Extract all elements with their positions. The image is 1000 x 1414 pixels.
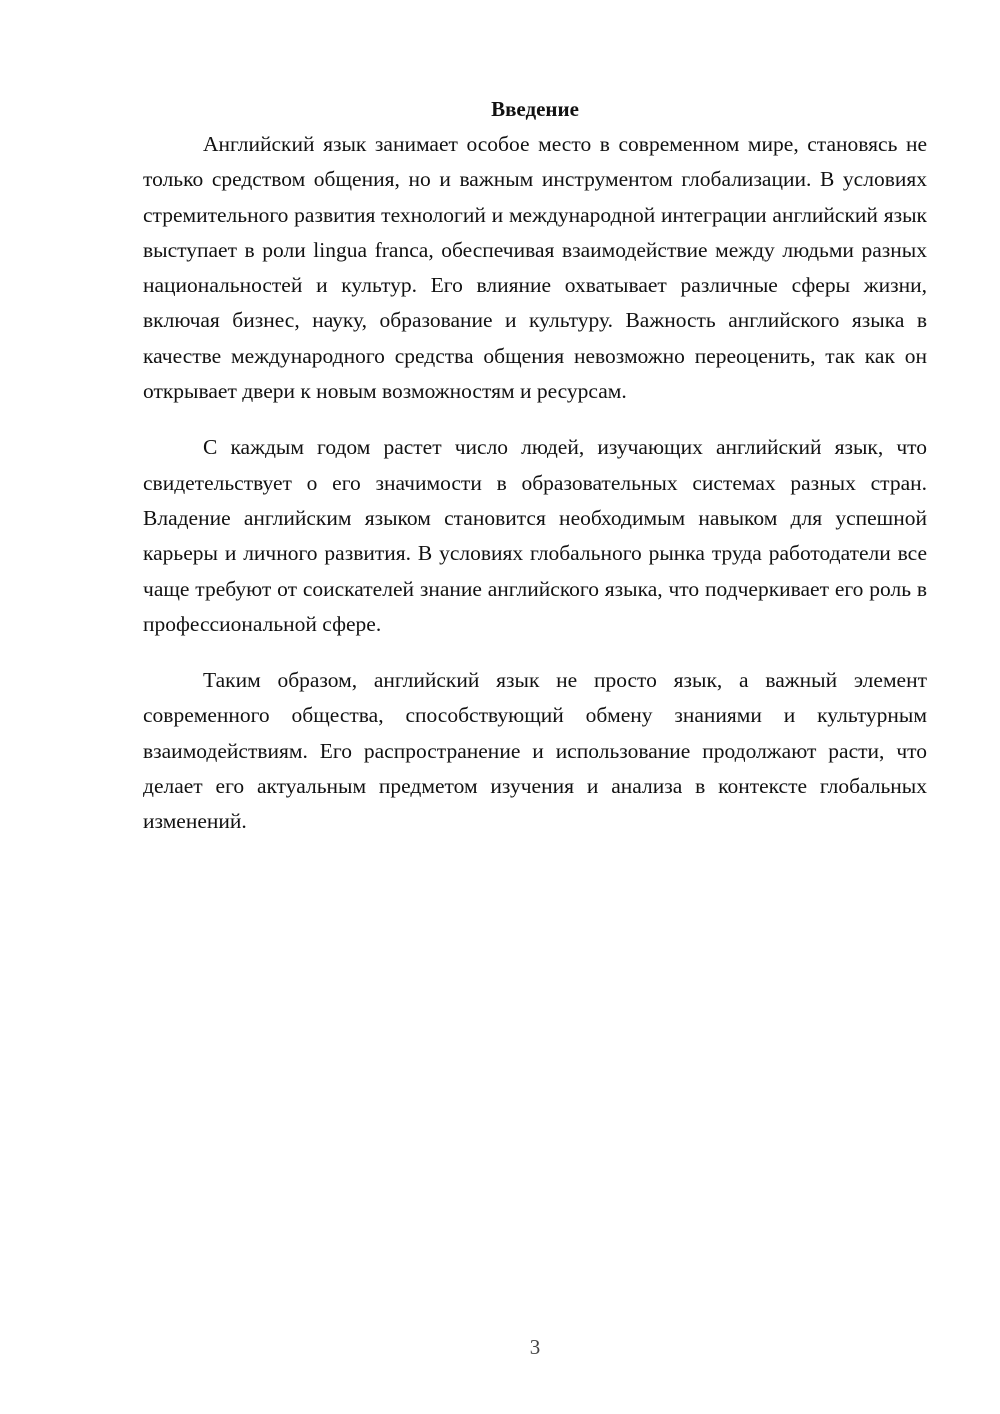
section-title: Введение (491, 97, 579, 121)
page-content (143, 92, 927, 840)
paragraph-2: С каждым годом растет число людей, изучающих английский язык, что свидетельствует о его значимости в образовательных системах разных стран. Владение английским языком становится необходимым навыком для успешной карьеры и личного развития. В условиях глобального рынка труда работодатели все чаще требуют от соискателей знание английского языка, что подчеркивает его роль в профессиональной сфере. (143, 435, 927, 636)
page-number: 3 (529, 1335, 541, 1359)
paragraph-1: Английский язык занимает особое место в современном мире, становясь не только средством общения, но и важным инструментом глобализации. В условиях стремительного развития технологий и международной интеграции английский язык выступает в роли lingua franca, обеспечивая взаимодействие между людьми разных национальностей и культур. Его влияние охватывает различные сферы жизни, включая бизнес, науку, образование и культуру. Важность английского языка в качестве международного средства общения невозможно переоценить, так как он открывает двери к новым возможностям и ресурсам. (143, 132, 927, 404)
paragraph-3: Таким образом, английский язык не просто язык, а важный элемент современного общества, способствующий обмену знаниями и культурным взаимодействиям. Его распространение и использование продолжают расти, что делает его актуальным предметом изучения и анализа в контексте глобальных изменений. (143, 668, 927, 834)
